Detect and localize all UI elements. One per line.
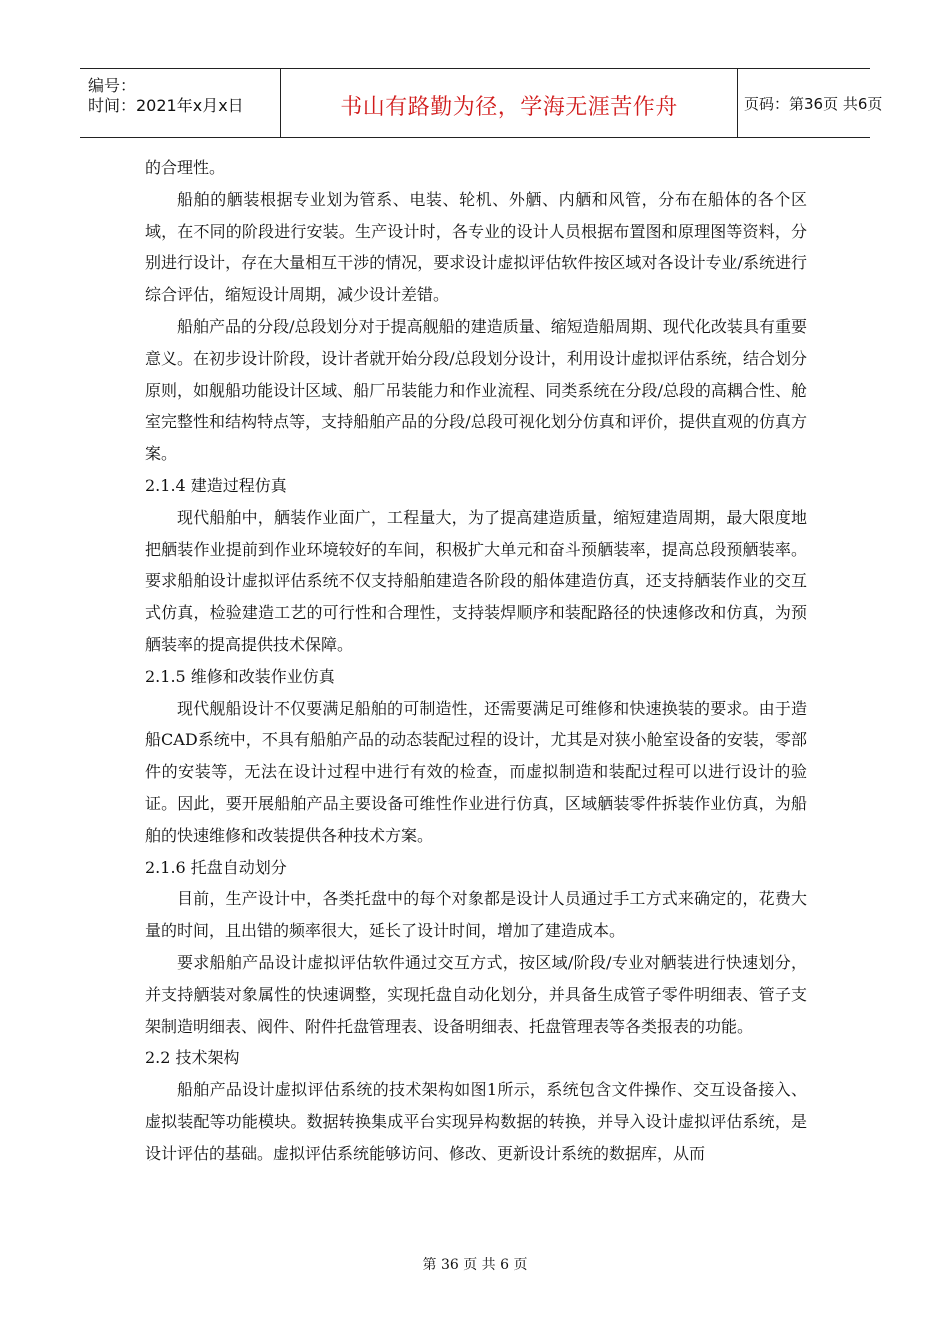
paragraph-pallet-requirement: 要求船舶产品设计虚拟评估软件通过交互方式，按区域/阶段/专业对舾装进行快速划分，并支持舾装对象属性的快速调整，实现托盘自动化划分，并具备生成管子零件明细表、管子支架制造明细表、阀件、附件托盘管理表、设备明细表、托盘管理表等各类报表的功能。 <box>145 952 807 1036</box>
section-heading-2-1-6: 2.1.6 托盘自动划分 <box>145 857 287 877</box>
header-page-cell <box>736 69 883 137</box>
paragraph-architecture: 船舶产品设计虚拟评估系统的技术架构如图1所示，系统包含文件操作、交互设备接入、虚拟装配等功能模块。数据转换集成平台实现异构数据的转换，并导入设计虚拟评估系统，是设计评估的基础。虚拟评估系统能够访问、修改、更新设计系统的数据库，从而 <box>145 1080 807 1163</box>
document-number: 编号： <box>88 76 137 95</box>
paragraph-outfitting: 船舶的舾装根据专业划为管系、电装、轮机、外舾、内舾和风管，分布在船体的各个区域，在不同的阶段进行安装。生产设计时，各专业的设计人员根据布置图和原理图等资料，分别进行设计，存在大量相互干涉的情况，要求设计虚拟评估软件按区域对各设计专业/系统进行综合评估，缩短设计周期，减少设计差错。 <box>145 189 807 305</box>
section-heading-2-1-5: 2.1.5 维修和改装作业仿真 <box>145 666 335 686</box>
paragraph-continuation: 的合理性。 <box>145 158 226 177</box>
section-heading-2-2: 2.2 技术架构 <box>145 1048 240 1068</box>
page-footer: 第 36 页 共 6 页 <box>422 1257 528 1273</box>
page-header <box>80 68 883 138</box>
document-body <box>145 152 807 1170</box>
paragraph-maintenance-simulation: 现代舰船设计不仅要满足船舶的可制造性，还需要满足可维修和快速换装的要求。由于造船CAD系统中，不具有船舶产品的动态装配过程的设计，尤其是对狭小舱室设备的安装，零部件的安装等，无法在设计过程中进行有效的检查，而虚拟制造和装配过程可以进行设计的验证。因此，要开展船舶产品主要设备可维性作业进行仿真，区域舾装零件拆装作业仿真，为船舶的快速维修和改装提供各种技术方案。 <box>145 698 807 845</box>
section-heading-2-1-4: 2.1.4 建造过程仿真 <box>145 475 287 495</box>
header-motto-cell <box>280 69 738 137</box>
header-motto: 书山有路勤为径，学海无涯苦作舟 <box>340 95 678 120</box>
document-date: 时间：2021年x月x日 <box>88 96 244 115</box>
paragraph-block-division: 船舶产品的分段/总段划分对于提高舰船的建造质量、缩短造船周期、现代化改装具有重要意义。在初步设计阶段，设计者就开始分段/总段划分设计，利用设计虚拟评估系统，结合划分原则，如舰船功能设计区域、船厂吊装能力和作业流程、同类系统在分段/总段的高耦合性、舱室完整性和结构特点等，支持船舶产品的分段/总段可视化划分仿真和评价，提供直观的仿真方案。 <box>145 316 807 464</box>
header-page-number: 页码：第36页 共6页 <box>744 95 883 113</box>
paragraph-construction-simulation: 现代船舶中，舾装作业面广，工程量大，为了提高建造质量，缩短建造周期，最大限度地把舾装作业提前到作业环境较好的车间，积极扩大单元和奋斗预舾装率，提高总段预舾装率。要求船舶设计虚拟评估系统不仅支持船舶建造各阶段的船体建造仿真，还支持舾装作业的交互式仿真，检验建造工艺的可行性和合理性，支持装焊顺序和装配路径的快速修改和仿真，为预舾装率的提高提供技术保障。 <box>145 507 807 654</box>
header-meta <box>80 69 280 137</box>
paragraph-pallet-current: 目前，生产设计中，各类托盘中的每个对象都是设计人员通过手工方式来确定的，花费大量的时间，且出错的频率很大，延长了设计时间，增加了建造成本。 <box>145 889 807 941</box>
